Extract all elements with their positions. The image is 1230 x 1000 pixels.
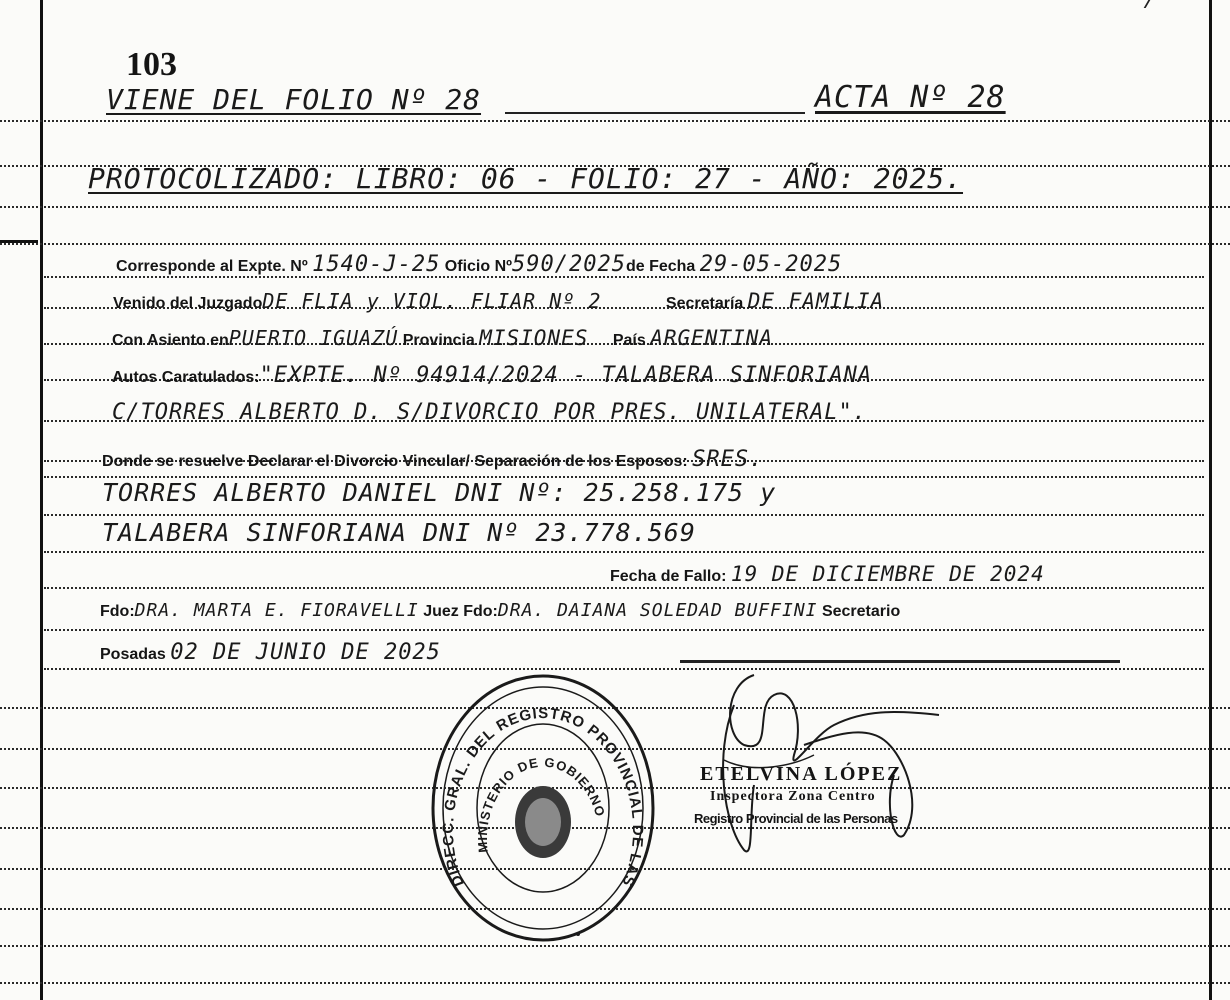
oficio-fecha: 29-05-2025 xyxy=(699,252,843,277)
asiento-value: PUERTO IGUAZÚ xyxy=(228,326,399,350)
acta-number: ACTA Nº 28 xyxy=(815,80,1006,115)
official-name: ETELVINA LÓPEZ xyxy=(700,763,903,785)
row-asiento xyxy=(112,326,773,350)
row-corresponde xyxy=(116,252,842,277)
row-donde xyxy=(102,447,763,472)
esposos-intro: SRES. xyxy=(692,447,764,472)
heading-dash xyxy=(505,112,805,114)
oficio-label: Oficio Nº xyxy=(444,258,512,275)
page-number: 103 xyxy=(126,46,177,83)
svg-text:MINISTERIO DE GOBIERNO: MINISTERIO DE GOBIERNO xyxy=(474,754,609,854)
corresponde-label: Corresponde al Expte. Nº xyxy=(116,258,308,275)
fdo-label-juez: Fdo: xyxy=(100,603,135,620)
posadas-label: Posadas xyxy=(100,646,166,663)
autos-line1: "EXPTE. Nº 94914/2024 - TALABERA SINFORIANA xyxy=(259,363,873,388)
secretario-label: Secretario xyxy=(821,603,901,620)
fdo-label-secretario: Fdo: xyxy=(463,603,498,620)
viene-del-folio: VIENE DEL FOLIO Nº 28 xyxy=(106,83,482,116)
official-org: Registro Provincial de las Personas xyxy=(694,811,898,826)
row-posadas xyxy=(100,640,441,665)
secretaria-label: Secretaría xyxy=(665,295,744,312)
official-seal xyxy=(428,672,658,944)
row-fdo xyxy=(100,600,900,621)
juez-name: DRA. MARTA E. FIORAVELLI xyxy=(134,600,419,621)
pais-value: ARGENTINA xyxy=(650,326,774,350)
signature-block xyxy=(694,665,994,865)
posadas-rule xyxy=(680,660,1120,663)
oficio-number: 590/2025 xyxy=(511,252,626,277)
autos-label: Autos Caratulados: xyxy=(112,369,260,386)
svg-text:DIRECC. GRAL. DEL REGISTRO PRO: DIRECC. GRAL. DEL REGISTRO PROVINCIAL DE LAS xyxy=(439,705,647,890)
donde-label: Donde se resuelve Declarar el Divorcio Vincular/ Separación de los Esposos: xyxy=(102,453,688,470)
pais-label: País xyxy=(612,332,646,349)
row-fallo xyxy=(610,562,1045,586)
protocol-line: PROTOCOLIZADO: LIBRO: 06 - FOLIO: 27 - AÑO: 2025. xyxy=(88,162,964,195)
posadas-fecha: 02 DE JUNIO DE 2025 xyxy=(170,640,441,665)
esposo-1: TORRES ALBERTO DANIEL DNI Nº: 25.258.175 y xyxy=(102,478,777,507)
fecha-label: de Fecha xyxy=(625,258,696,275)
juez-label: Juez xyxy=(423,603,459,620)
official-role: Inspectora Zona Centro xyxy=(710,789,876,804)
expte-number: 1540-J-25 xyxy=(312,252,441,277)
row-venido xyxy=(113,289,884,313)
fallo-label: Fecha de Fallo: xyxy=(610,568,727,585)
provincia-label: Provincia xyxy=(402,332,475,349)
venido-label: Venido del Juzgado xyxy=(113,295,263,312)
seal-graphic xyxy=(428,672,658,944)
row-autos xyxy=(112,363,872,388)
secretaria-value: DE FAMILIA xyxy=(747,289,885,313)
autos-line2: C/TORRES ALBERTO D. S/DIVORCIO POR PRES. UNILATERAL". xyxy=(112,400,867,425)
secretario-name: DRA. DAIANA SOLEDAD BUFFINI xyxy=(497,600,818,621)
fallo-value: 19 DE DICIEMBRE DE 2024 xyxy=(730,562,1045,586)
provincia-value: MISIONES xyxy=(479,326,589,350)
juzgado-value: DE FLIA y VIOL. FLIAR Nº 2 xyxy=(262,289,602,313)
asiento-label: Con Asiento en xyxy=(112,332,229,349)
left-margin-dash xyxy=(0,240,38,243)
esposo-2: TALABERA SINFORIANA DNI Nº 23.778.569 xyxy=(102,518,696,547)
